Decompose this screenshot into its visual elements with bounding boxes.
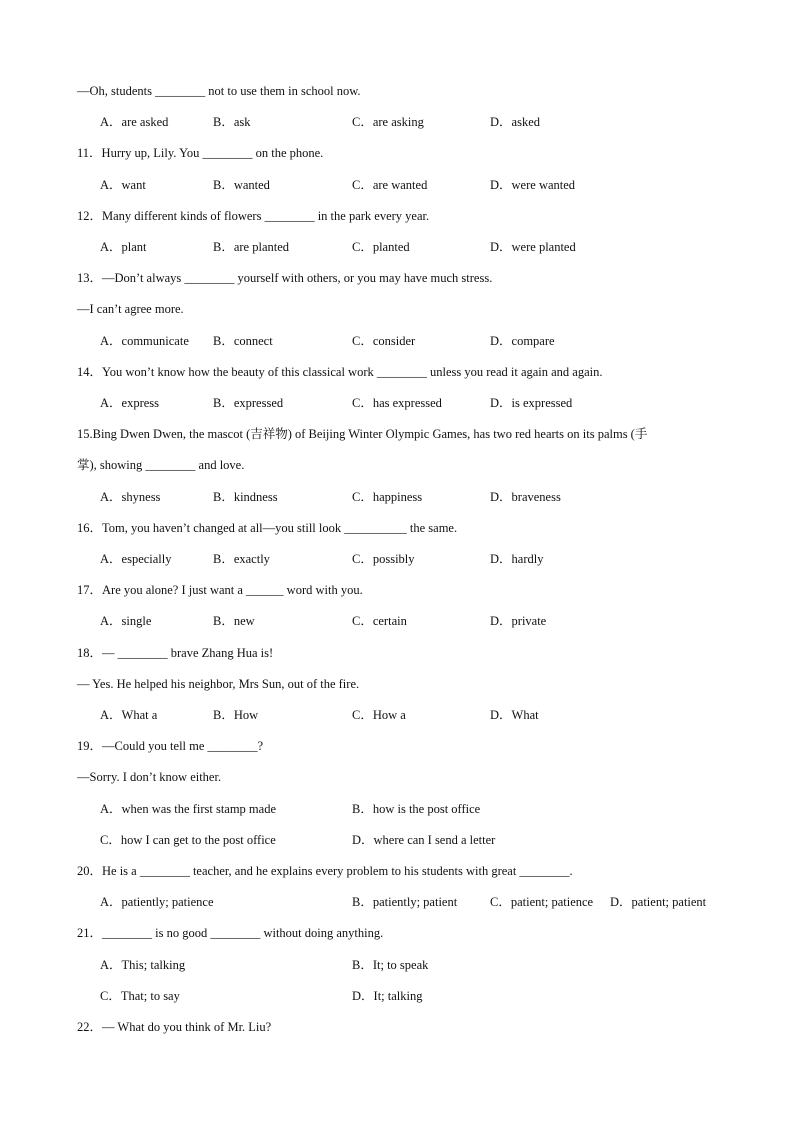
answer-option: B．are planted	[213, 240, 290, 254]
question-text: 16．Tom, you haven’t changed at all—you still look __________ the same.	[77, 520, 458, 535]
answer-option: D．asked	[490, 115, 540, 130]
answer-option: B．how is the post office	[352, 801, 481, 816]
answer-option: A．want	[100, 177, 146, 192]
answer-option: D．were planted	[490, 240, 576, 254]
question-text: —Sorry. I don’t know either.	[77, 770, 222, 785]
answer-option: B．It; to speak	[352, 957, 429, 972]
answer-option: D．is expressed	[490, 396, 573, 410]
question-text: 20．He is a ________ teacher, and he explains every problem to his students with great ________.	[77, 864, 573, 878]
answer-option: A．communicate	[100, 333, 189, 348]
answer-option: B．kindness	[213, 489, 278, 504]
question-text: 17．Are you alone? I just want a ______ word with you.	[77, 583, 363, 598]
answer-option: D．hardly	[490, 552, 544, 566]
answer-option: D．patient; patient	[610, 895, 707, 910]
answer-option: D．private	[490, 614, 547, 629]
answer-option: A．especially	[100, 552, 172, 566]
answer-option: B．exactly	[213, 552, 270, 566]
answer-option: C．has expressed	[352, 396, 442, 410]
question-text: —Oh, students ________ not to use them in school now.	[77, 84, 361, 98]
answer-option: B．ask	[213, 115, 251, 130]
question-text: 13．—Don’t always ________ yourself with others, or you may have much stress.	[77, 271, 493, 286]
answer-option: C．patient; patience	[490, 895, 594, 910]
answer-option: C．That; to say	[100, 988, 180, 1003]
question-text: 18．— ________ brave Zhang Hua is!	[77, 645, 274, 660]
answer-option: C．certain	[352, 614, 407, 629]
answer-option: B．connect	[213, 333, 273, 348]
answer-option: A．when was the first stamp made	[100, 801, 277, 816]
answer-option: C．are wanted	[352, 177, 428, 192]
answer-option: A．plant	[100, 240, 147, 254]
answer-option: A．single	[100, 614, 152, 629]
question-text: — Yes. He helped his neighbor, Mrs Sun, out of the fire.	[77, 676, 360, 691]
answer-option: D．where can I send a letter	[352, 832, 496, 847]
answer-option: B．new	[213, 614, 255, 629]
answer-option: D．It; talking	[352, 988, 423, 1003]
answer-option: D．compare	[490, 333, 555, 348]
question-text: 12．Many different kinds of flowers ________ in the park every year.	[77, 208, 430, 223]
question-text: 21．________ is no good ________ without doing anything.	[77, 926, 384, 941]
question-text: 14．You won’t know how the beauty of this classical work ________ unless you read it again and again.	[77, 364, 603, 379]
answer-option: D．were wanted	[490, 177, 576, 192]
answer-option: A．are asked	[100, 115, 169, 130]
answer-option: B．wanted	[213, 177, 270, 192]
answer-option: C．planted	[352, 240, 410, 254]
answer-option: B．How	[213, 708, 259, 722]
question-text: 掌), showing ________ and love.	[77, 458, 245, 473]
question-text: 19．—Could you tell me ________?	[77, 739, 264, 754]
question-text: —I can’t agree more.	[77, 302, 184, 317]
answer-option: A．express	[100, 396, 160, 410]
answer-option: D．What	[490, 708, 539, 722]
answer-option: C．how I can get to the post office	[100, 832, 276, 847]
answer-option: A．What a	[100, 708, 158, 722]
answer-option: C．are asking	[352, 115, 424, 130]
answer-option: C．possibly	[352, 552, 415, 566]
answer-option: A．patiently; patience	[100, 895, 214, 910]
answer-option: D．braveness	[490, 489, 561, 504]
answer-option: B．expressed	[213, 396, 284, 410]
question-text: 15.Bing Dwen Dwen, the mascot (吉祥物) of Beijing Winter Olympic Games, has two red hearts on its palms (手	[77, 427, 648, 442]
answer-option: A．shyness	[100, 489, 161, 504]
question-text: 11．Hurry up, Lily. You ________ on the phone.	[77, 146, 324, 161]
answer-option: A．This; talking	[100, 957, 186, 972]
answer-option: B．patiently; patient	[352, 895, 458, 910]
answer-option: C．consider	[352, 333, 416, 348]
answer-option: C．How a	[352, 708, 406, 722]
answer-option: C．happiness	[352, 489, 423, 504]
question-text: 22．— What do you think of Mr. Liu?	[77, 1020, 272, 1034]
